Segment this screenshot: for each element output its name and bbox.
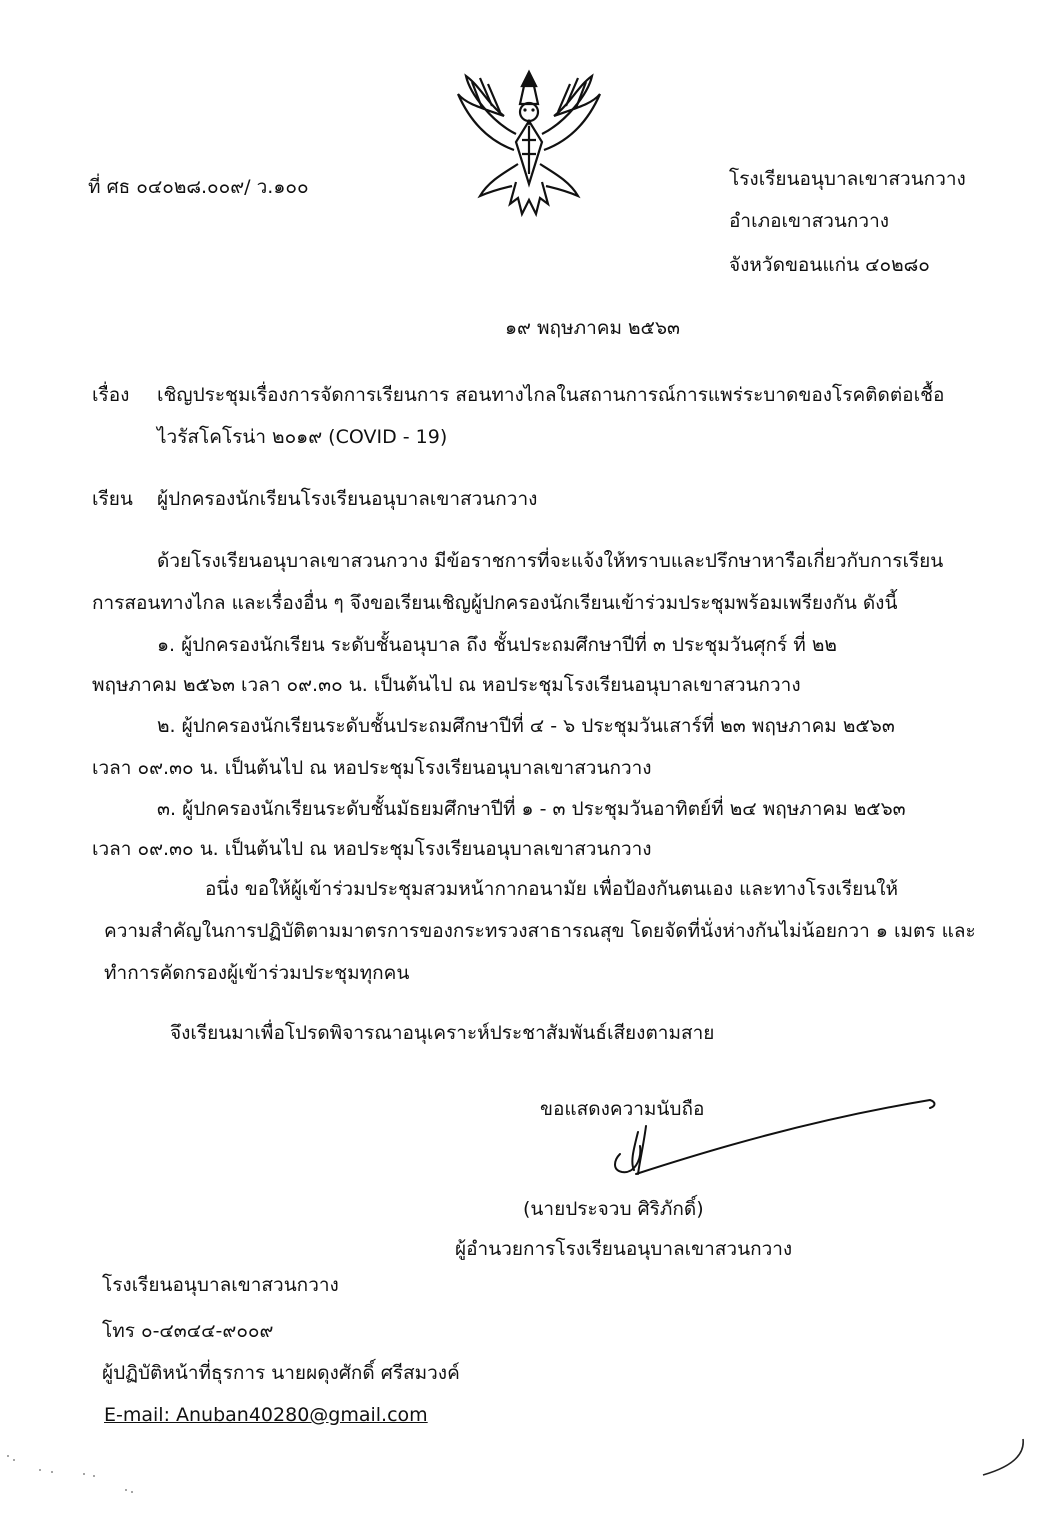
item-1-line-2: พฤษภาคม ๒๕๖๓ เวลา ๐๙.๓๐ น. เป็นต้นไป ณ หอประชุมโรงเรียนอนุบาลเขาสวนกวาง (92, 674, 801, 696)
footer-phone: โทร ๐-๔๓๔๔-๙๐๐๙ (102, 1320, 274, 1342)
scan-mark (975, 1435, 1035, 1485)
subject-label: เรื่อง (92, 384, 130, 406)
note-line-3: ทำการคัดกรองผู้เข้าร่วมประชุมทุกคน (104, 962, 410, 984)
body-intro-line-1: ด้วยโรงเรียนอนุบาลเขาสวนกวาง มีข้อราชการที่จะแจ้งให้ทราบและปรึกษาหารือเกี่ยวกับการเรียน (157, 550, 944, 572)
item-3-line-1: ๓. ผู้ปกครองนักเรียนระดับชั้นมัธยมศึกษาปีที่ ๑ - ๓ ประชุมวันอาทิตย์ที่ ๒๔ พฤษภาคม ๒๕๖๓ (157, 798, 906, 820)
signatory-name: (นายประจวบ ศิริภักดิ์) (523, 1198, 704, 1220)
reference-number: ที่ ศธ ๐๔๐๒๘.๐๐๙/ ว.๑๐๐ (88, 176, 309, 198)
item-2-line-1: ๒. ผู้ปกครองนักเรียนระดับชั้นประถมศึกษาปีที่ ๔ - ๖ ประชุมวันเสาร์ที่ ๒๓ พฤษภาคม ๒๕๖๓ (157, 715, 895, 737)
item-1-line-1: ๑. ผู้ปกครองนักเรียน ระดับชั้นอนุบาล ถึง ชั้นประถมศึกษาปีที่ ๓ ประชุมวันศุกร์ ที่ ๒๒ (157, 634, 837, 656)
subject-line-1: เชิญประชุมเรื่องการจัดการเรียนการ สอนทางไกลในสถานการณ์การแพร่ระบาดของโรคติดต่อเชื้อ (157, 384, 945, 406)
item-3-line-2: เวลา ๐๙.๓๐ น. เป็นต้นไป ณ หอประชุมโรงเรียนอนุบาลเขาสวนกวาง (92, 838, 652, 860)
sender-line-3: จังหวัดขอนแก่น ๔๐๒๘๐ (729, 254, 930, 276)
handwritten-signature (590, 1090, 940, 1190)
sender-line-1: โรงเรียนอนุบาลเขาสวนกวาง (729, 168, 966, 190)
scan-noise (0, 1440, 150, 1500)
note-line-1: อนึ่ง ขอให้ผู้เข้าร่วมประชุมสวมหน้ากากอนามัย เพื่อป้องกันตนเอง และทางโรงเรียนให้ (205, 878, 898, 900)
footer-org: โรงเรียนอนุบาลเขาสวนกวาง (102, 1274, 339, 1296)
sender-line-2: อำเภอเขาสวนกวาง (729, 210, 890, 232)
item-2-line-2: เวลา ๐๙.๓๐ น. เป็นต้นไป ณ หอประชุมโรงเรียนอนุบาลเขาสวนกวาง (92, 757, 652, 779)
closing-line: จึงเรียนมาเพื่อโปรดพิจารณาอนุเคราะห์ประชาสัมพันธ์เสียงตามสาย (170, 1022, 715, 1044)
body-intro-line-2: การสอนทางไกล และเรื่องอื่น ๆ จึงขอเรียนเชิญผู้ปกครองนักเรียนเข้าร่วมประชุมพร้อมเพรียงกัน ดังนี้ (92, 592, 898, 614)
note-line-2: ความสำคัญในการปฏิบัติตามมาตรการของกระทรวงสาธารณสุข โดยจัดที่นั่งห่างกันไม่น้อยกวา ๑ เมตร และ (104, 920, 976, 942)
salutation: ขอแสดงความนับถือ (540, 1098, 705, 1120)
signatory-position: ผู้อำนวยการโรงเรียนอนุบาลเขาสวนกวาง (455, 1238, 793, 1260)
recipient-label: เรียน (92, 488, 133, 510)
subject-line-2: ไวรัสโคโรน่า ๒๐๑๙ (COVID - 19) (157, 426, 448, 448)
recipient-text: ผู้ปกครองนักเรียนโรงเรียนอนุบาลเขาสวนกวาง (157, 488, 538, 510)
footer-email-link[interactable]: E-mail: Anuban40280@gmail.com (104, 1404, 428, 1426)
letter-date: ๑๙ พฤษภาคม ๒๕๖๓ (505, 317, 680, 339)
footer-officer: ผู้ปฏิบัติหน้าที่ธุรการ นายผดุงศักดิ์ ศรีสมวงค์ (102, 1362, 460, 1384)
garuda-emblem (452, 64, 606, 224)
